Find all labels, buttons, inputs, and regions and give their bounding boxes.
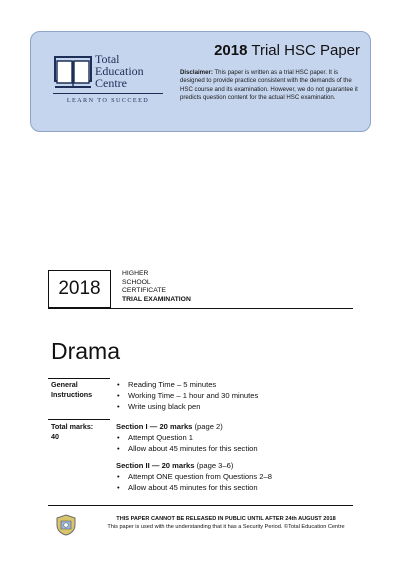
list-item: • Allow about 45 minutes for this section xyxy=(116,444,258,455)
open-book-icon xyxy=(53,53,93,93)
header-panel xyxy=(30,31,371,132)
cert-line-certificate: CERTIFICATE xyxy=(122,287,166,295)
logo-divider xyxy=(53,93,163,94)
total-marks-label: Total marks: 40 xyxy=(51,422,94,441)
security-shield-icon xyxy=(55,514,77,536)
list-item: • Reading Time – 5 minutes xyxy=(116,380,258,391)
list-item: • Attempt ONE question from Questions 2–8 xyxy=(116,472,272,483)
list-item: • Attempt Question 1 xyxy=(116,433,258,444)
disclaimer xyxy=(180,69,362,103)
footer-divider xyxy=(48,505,353,506)
logo-tagline: LEARN TO SUCCEED xyxy=(66,97,150,104)
cert-line-higher: HIGHER xyxy=(122,270,149,277)
section-2-heading: Section II — 20 marks (page 3–6) xyxy=(116,461,234,470)
logo-name: Total Education Centre xyxy=(95,52,144,90)
security-notice: This paper is used with the understanding that it has a Security Period. ©Total Education Centre xyxy=(107,524,345,530)
cert-divider xyxy=(48,308,353,309)
general-instructions-label: General Instructions xyxy=(51,380,93,399)
section-1-heading: Section I — 20 marks (page 2) xyxy=(116,422,223,431)
list-item: • Allow about 45 minutes for this section xyxy=(116,483,272,494)
list-item: • Working Time – 1 hour and 30 minutes xyxy=(116,391,258,402)
release-notice: THIS PAPER CANNOT BE RELEASED IN PUBLIC UNTIL AFTER 24th AUGUST 2018 xyxy=(116,516,336,522)
section-2-list xyxy=(116,472,272,494)
paper-title xyxy=(180,42,360,59)
paper-title-year: 2018 xyxy=(214,42,248,59)
total-marks-divider xyxy=(48,419,110,420)
general-instructions-list xyxy=(116,380,258,412)
certificate-lines xyxy=(122,270,191,304)
total-education-centre-logo xyxy=(53,47,173,127)
cert-line-school: SCHOOL xyxy=(122,278,151,286)
disclaimer-text: This paper is written as a trial HSC paper. It is designed to provide practice consistent with the demands of the HSC course and its examination. However, we do not guarantee it predicts question content for the actual HSC examination. xyxy=(180,69,358,102)
list-item: • Write using black pen xyxy=(116,402,258,413)
disclaimer-label: Disclaimer: xyxy=(180,69,213,76)
instructions-label-divider xyxy=(48,378,110,379)
subject-title: Drama xyxy=(51,338,121,364)
paper-title-text: Trial HSC Paper xyxy=(251,42,360,59)
exam-year-box: 2018 xyxy=(48,270,111,308)
total-marks-value: 40 xyxy=(51,432,59,441)
section-1-list xyxy=(116,433,258,455)
trial-examination-label: TRIAL EXAMINATION xyxy=(122,295,191,303)
